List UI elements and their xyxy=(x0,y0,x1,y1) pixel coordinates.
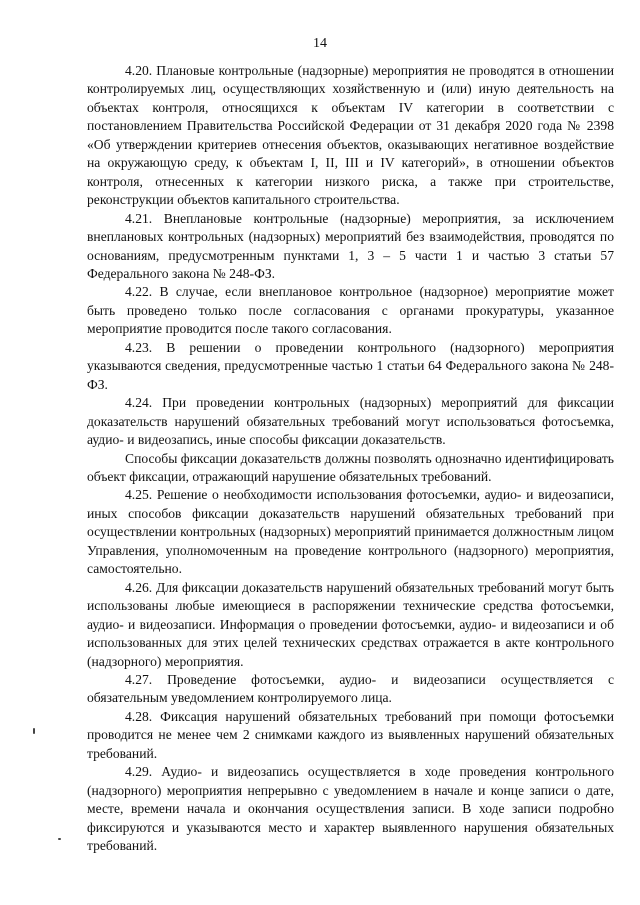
paragraph-4-23: 4.23. В решении о проведении контрольного (надзорного) мероприятия указываются сведения, предусмотренные частью 1 статьи 64 Федерального закона № 248-ФЗ. xyxy=(87,339,614,392)
document-body xyxy=(87,62,614,855)
paragraph-4-28: 4.28. Фиксация нарушений обязательных требований при помощи фотосъемки проводится не менее чем 2 снимками каждого из выявленных нарушений обязательных требований. xyxy=(87,708,614,761)
paragraph-4-25: 4.25. Решение о необходимости использования фотосъемки, аудио- и видеозаписи, иных способов фиксации доказательств нарушений обязательных требований при осуществлении контрольных (надзорных) мероприятий принимается должностным лицом Управления, уполномоченным на проведение контрольного (надзорного) мероприятия, самостоятельно. xyxy=(87,487,614,577)
paragraph-4-29: 4.29. Аудио- и видеозапись осуществляется в ходе проведения контрольного (надзорного) мероприятия непрерывно с уведомлением в начале и конце записи о дате, месте, времени начала и окончания осуществления записи. В ходе записи подробно фиксируются и указываются место и характер выявленного нарушения обязательных требований. xyxy=(87,764,614,854)
scan-artifact-mark xyxy=(58,838,61,840)
paragraph-fixation-methods: Способы фиксации доказательств должны позволять однозначно идентифицировать объект фиксации, отражающий нарушение обязательных требований. xyxy=(87,450,614,484)
paragraph-4-22: 4.22. В случае, если внеплановое контрольное (надзорное) мероприятие может быть проведено только после согласования с органами прокуратуры, указанное мероприятие проводится после такого согласования. xyxy=(87,284,614,337)
page-number: 14 xyxy=(313,36,327,51)
scan-artifact-mark xyxy=(33,728,35,734)
paragraph-4-20: 4.20. Плановые контрольные (надзорные) мероприятия не проводятся в отношении контролируемых лиц, осуществляющих хозяйственную и (или) иную деятельность на объектах контроля, относящихся к объектам IV категории в соответствии с постановлением Правительства Российской Федерации от 31 декабря 2020 года № 2398 «Об утверждении критериев отнесения объектов, оказывающих негативное воздействие на окружающую среду, к объектам I, II, III и IV категорий», в отношении объектов контроля, отнесенных к категории низкого риска, а также при строительстве, реконструкции объектов капитального строительства. xyxy=(87,63,614,208)
paragraph-4-26: 4.26. Для фиксации доказательств нарушений обязательных требований могут быть использованы любые имеющиеся в распоряжении технические средства фотосъемки, аудио- и видеозаписи. Информация о проведении фотосъемки, аудио- и видеозаписи и об использованных для этих целей технических средствах отражается в акте контрольного (надзорного) мероприятия. xyxy=(87,579,614,669)
paragraph-4-21: 4.21. Внеплановые контрольные (надзорные) мероприятия, за исключением внеплановых контрольных (надзорных) мероприятий без взаимодействия, проводятся по основаниям, предусмотренным пунктами 1, 3 – 5 части 1 и частью 3 статьи 57 Федерального закона № 248-ФЗ. xyxy=(87,210,614,281)
paragraph-4-27: 4.27. Проведение фотосъемки, аудио- и видеозаписи осуществляется с обязательным уведомлением контролируемого лица. xyxy=(87,671,614,706)
paragraph-4-24: 4.24. При проведении контрольных (надзорных) мероприятий для фиксации доказательств нарушений обязательных требований могут использоваться фотосъемка, аудио- и видеозапись, иные способы фиксации доказательств. xyxy=(87,395,614,448)
